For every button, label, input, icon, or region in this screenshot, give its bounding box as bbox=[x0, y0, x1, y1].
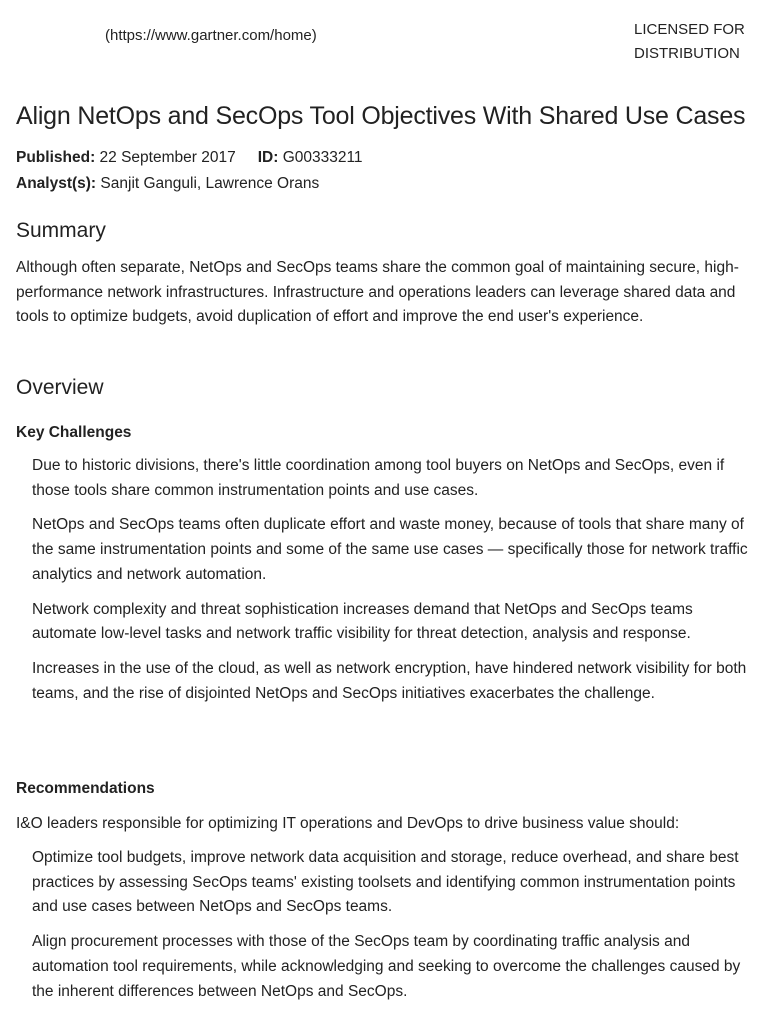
document-title: Align NetOps and SecOps Tool Objectives With Shared Use Cases bbox=[16, 102, 746, 130]
key-challenges-list bbox=[32, 454, 757, 716]
license-line-2: DISTRIBUTION bbox=[634, 45, 740, 62]
list-item: Due to historic divisions, there's little coordination among tool buyers on NetOps and SecOps, even if those tools share common instrumentation points and use cases. bbox=[32, 457, 725, 499]
recommendations-heading: Recommendations bbox=[16, 780, 155, 797]
analysts-label: Analyst(s): bbox=[16, 175, 97, 192]
summary-text: Although often separate, NetOps and SecOps teams share the common goal of maintaining secure, high-performance network infrastructures. Infrastructure and operations leaders can leverage shared data and tools to optimize budgets, avoid duplication of effort and improve the end user's experience. bbox=[16, 259, 739, 326]
published-date: 22 September 2017 bbox=[99, 149, 236, 166]
publication-meta bbox=[16, 149, 363, 167]
analysts-meta bbox=[16, 175, 319, 193]
list-item: Align procurement processes with those of the SecOps team by coordinating traffic analysis and automation tool requirements, while acknowledging and seeking to overcome the challenges caused by the inherent differences between NetOps and SecOps. bbox=[32, 933, 741, 1000]
overview-heading: Overview bbox=[16, 376, 104, 399]
gartner-home-link[interactable]: (https://www.gartner.com/home) bbox=[105, 27, 317, 44]
list-item: Increases in the use of the cloud, as well as network encryption, have hindered network visibility for both teams, and the rise of disjointed NetOps and SecOps initiatives exacerbates the challenge. bbox=[32, 659, 747, 702]
document-id: G00333211 bbox=[282, 149, 363, 166]
key-challenges-heading: Key Challenges bbox=[16, 424, 132, 441]
license-line-1: LICENSED FOR bbox=[634, 21, 745, 38]
analysts-names: Sanjit Ganguli, Lawrence Orans bbox=[100, 175, 320, 192]
list-item: NetOps and SecOps teams often duplicate effort and waste money, because of tools that share many of the same instrumentation points and some of the same use cases — specifically those for network traffic analytics and network automation. bbox=[32, 516, 748, 583]
id-label: ID: bbox=[257, 149, 279, 166]
list-item: Network complexity and threat sophistication increases demand that NetOps and SecOps teams automate low-level tasks and network traffic visibility for threat detection, analysis and response. bbox=[32, 600, 693, 643]
summary-heading: Summary bbox=[16, 219, 106, 242]
recommendations-list bbox=[32, 846, 757, 1014]
published-label: Published: bbox=[16, 149, 96, 166]
list-item: Optimize tool budgets, improve network data acquisition and storage, reduce overhead, and share best practices by assessing SecOps teams' existing toolsets and identifying common instrumentation points and use cases between NetOps and SecOps teams. bbox=[32, 849, 739, 916]
recommendations-intro: I&O leaders responsible for optimizing IT operations and DevOps to drive business value should: bbox=[16, 815, 680, 832]
license-notice bbox=[634, 18, 764, 66]
